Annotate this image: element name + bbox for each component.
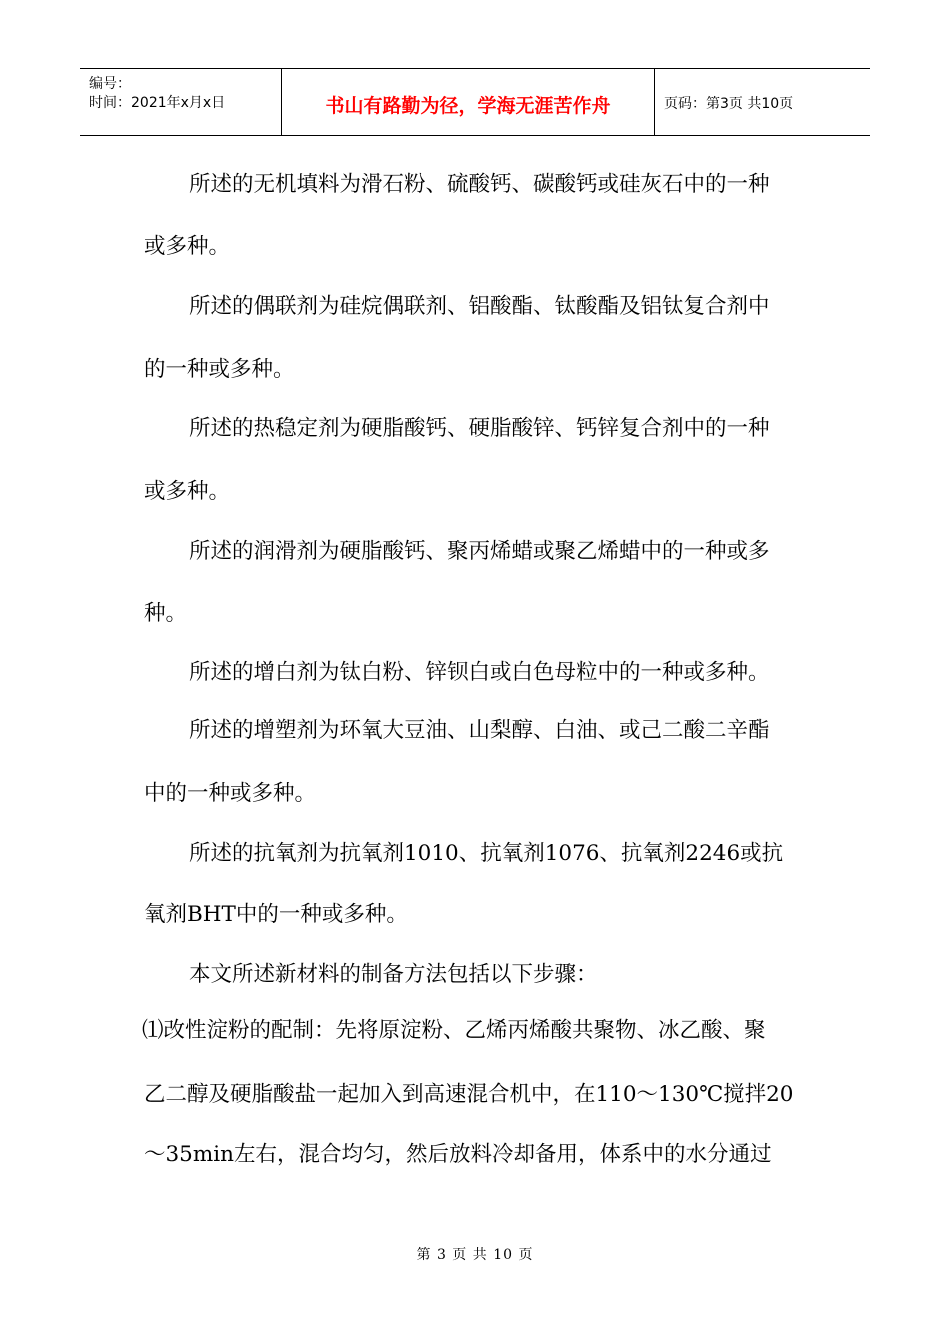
number-label: 编号： [89, 76, 131, 92]
text-line: 所述的增白剂为钛白粉、锌钡白或白色母粒中的一种或多种。 [189, 660, 770, 685]
text-line: 所述的无机填料为滑石粉、硫酸钙、碳酸钙或硅灰石中的一种 [189, 172, 770, 197]
text-line: 或多种。 [144, 234, 231, 259]
text-line: 所述的热稳定剂为硬脂酸钙、硬脂酸锌、钙锌复合剂中的一种 [189, 416, 770, 441]
text-line: 的一种或多种。 [144, 357, 295, 382]
header-page-info: 页码：第3页 共10页 [664, 96, 794, 112]
header-table [80, 68, 870, 136]
text-line: 中的一种或多种。 [144, 781, 317, 806]
text-line: ～35min左右，混合均匀，然后放料冷却备用，体系中的水分通过 [144, 1142, 772, 1167]
text-line: 或多种。 [144, 479, 231, 504]
text-line: 乙二醇及硬脂酸盐一起加入到高速混合机中，在110～130℃搅拌20 [144, 1082, 794, 1107]
header-motto: 书山有路勤为径，学海无涯苦作舟 [282, 69, 655, 135]
text-line: 所述的抗氧剂为抗氧剂1010、抗氧剂1076、抗氧剂2246或抗 [189, 841, 784, 866]
text-line: 所述的偶联剂为硅烷偶联剂、铝酸酯、钛酸酯及铝钛复合剂中 [189, 294, 770, 319]
text-line: 氧剂BHT中的一种或多种。 [144, 902, 408, 927]
page-footer: 第 3 页 共 10 页 [416, 1247, 534, 1263]
text-line: 所述的增塑剂为环氧大豆油、山梨醇、白油、或己二酸二辛酯 [189, 718, 770, 743]
header-meta-cell [80, 69, 282, 135]
text-line: ⑴改性淀粉的配制：先将原淀粉、乙烯丙烯酸共聚物、冰乙酸、聚 [142, 1018, 766, 1043]
text-line: 本文所述新材料的制备方法包括以下步骤： [189, 962, 598, 987]
text-line: 所述的润滑剂为硬脂酸钙、聚丙烯蜡或聚乙烯蜡中的一种或多 [189, 539, 770, 564]
date-label: 时间：2021年x月x日 [89, 95, 226, 111]
text-line: 种。 [144, 601, 188, 626]
